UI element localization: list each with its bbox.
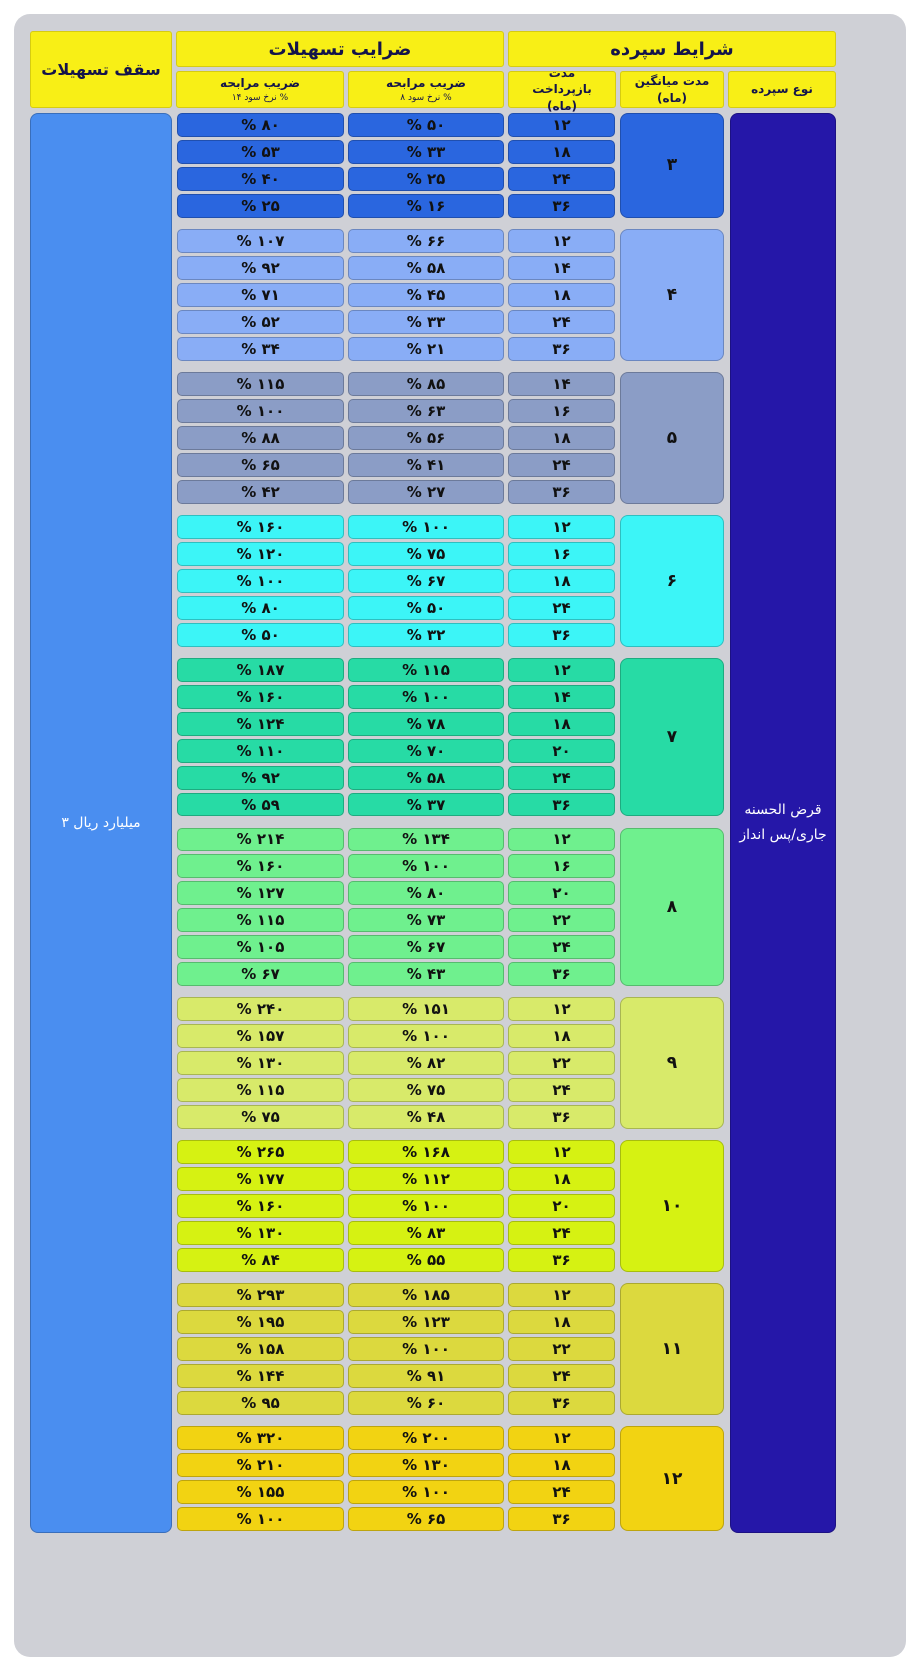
coef-8-cell: ۱۶۸ %	[348, 1140, 504, 1164]
coef-8-cell: ۴۱ %	[348, 453, 504, 477]
repay-period-cell: ۲۴	[508, 1364, 615, 1388]
repay-period-cell: ۲۴	[508, 1078, 615, 1102]
coef-14-cell: ۲۱۴ %	[177, 828, 344, 852]
coef-8-cell: ۵۸ %	[348, 256, 504, 280]
repay-period-cell: ۱۶	[508, 854, 615, 878]
coef-8-cell: ۷۵ %	[348, 1078, 504, 1102]
coef-8-cell: ۱۳۰ %	[348, 1453, 504, 1477]
coef-8-cell: ۵۰ %	[348, 596, 504, 620]
coef-14-cell: ۷۵ %	[177, 1105, 344, 1129]
repay-period-cell: ۲۰	[508, 739, 615, 763]
coef-8-cell: ۱۰۰ %	[348, 515, 504, 539]
coef-14-cell: ۱۳۰ %	[177, 1051, 344, 1075]
repay-period-cell: ۳۶	[508, 1507, 615, 1531]
coef-8-cell: ۴۵ %	[348, 283, 504, 307]
repay-period-cell: ۳۶	[508, 194, 615, 218]
repay-period-cell: ۲۲	[508, 908, 615, 932]
facility-cap-cell	[30, 113, 172, 1533]
coef-14-cell: ۶۵ %	[177, 453, 344, 477]
coef-14-cell: ۱۱۵ %	[177, 1078, 344, 1102]
header-deposit-type	[728, 71, 836, 108]
coef-14-cell: ۱۰۵ %	[177, 935, 344, 959]
header-coef-14	[176, 71, 344, 108]
coef-8-cell: ۶۳ %	[348, 399, 504, 423]
coef-8-cell: ۱۱۲ %	[348, 1167, 504, 1191]
coef-8-cell: ۵۵ %	[348, 1248, 504, 1272]
coef-8-cell: ۱۰۰ %	[348, 854, 504, 878]
coef-8-cell: ۵۶ %	[348, 426, 504, 450]
coef-8-cell: ۷۳ %	[348, 908, 504, 932]
coef-14-cell: ۶۷ %	[177, 962, 344, 986]
coef-14-cell: ۲۵ %	[177, 194, 344, 218]
repay-period-cell: ۱۸	[508, 283, 615, 307]
header-facility-cap: سقف تسهیلات	[30, 31, 172, 108]
coef-8-cell: ۱۰۰ %	[348, 1194, 504, 1218]
coef-14-cell: ۱۹۵ %	[177, 1310, 344, 1334]
repay-period-cell: ۲۴	[508, 766, 615, 790]
coef-8-cell: ۷۰ %	[348, 739, 504, 763]
coef-14-cell: ۱۵۷ %	[177, 1024, 344, 1048]
repay-period-cell: ۲۲	[508, 1337, 615, 1361]
coef-14-cell: ۱۳۰ %	[177, 1221, 344, 1245]
header-repay-period-label: مدت بازپرداخت (ماه)	[532, 66, 592, 113]
coef-8-cell: ۸۲ %	[348, 1051, 504, 1075]
coef-8-cell: ۵۰ %	[348, 113, 504, 137]
repay-period-cell: ۳۶	[508, 962, 615, 986]
coef-8-cell: ۱۳۴ %	[348, 828, 504, 852]
repay-period-cell: ۳۶	[508, 623, 615, 647]
repay-period-cell: ۲۰	[508, 881, 615, 905]
repay-period-cell: ۱۶	[508, 542, 615, 566]
repay-period-cell: ۱۲	[508, 1140, 615, 1164]
repay-period-cell: ۱۲	[508, 658, 615, 682]
coef-8-cell: ۳۳ %	[348, 140, 504, 164]
deposit-type-cell	[730, 113, 836, 1533]
repay-period-cell: ۲۴	[508, 310, 615, 334]
repay-period-cell: ۱۴	[508, 256, 615, 280]
coef-14-cell: ۷۱ %	[177, 283, 344, 307]
avg-period-cell: ۴	[620, 229, 724, 361]
header-coef-8	[348, 71, 504, 108]
coef-14-cell: ۸۸ %	[177, 426, 344, 450]
header-coef-8-rate: نرخ سود ۸ %	[400, 92, 452, 103]
coef-8-cell: ۱۸۵ %	[348, 1283, 504, 1307]
header-avg-period-label: مدت میانگین (ماه)	[634, 74, 710, 105]
coef-8-cell: ۲۵ %	[348, 167, 504, 191]
coef-8-cell: ۸۵ %	[348, 372, 504, 396]
coef-8-cell: ۱۰۰ %	[348, 1480, 504, 1504]
coef-14-cell: ۱۴۴ %	[177, 1364, 344, 1388]
repay-period-cell: ۱۸	[508, 569, 615, 593]
coef-14-cell: ۱۰۰ %	[177, 1507, 344, 1531]
coef-14-cell: ۹۲ %	[177, 766, 344, 790]
coef-14-cell: ۱۱۰ %	[177, 739, 344, 763]
coef-14-cell: ۹۲ %	[177, 256, 344, 280]
repay-period-cell: ۱۲	[508, 1426, 615, 1450]
coef-14-cell: ۱۲۷ %	[177, 881, 344, 905]
header-facility-coefficients: ضرایب تسهیلات	[176, 31, 504, 67]
coef-8-cell: ۹۱ %	[348, 1364, 504, 1388]
avg-period-cell: ۶	[620, 515, 724, 647]
repay-period-cell: ۱۸	[508, 712, 615, 736]
repay-period-cell: ۲۴	[508, 167, 615, 191]
facility-cap-value: ۳ میلیارد ریال	[61, 815, 141, 831]
repay-period-cell: ۲۴	[508, 1221, 615, 1245]
coef-8-cell: ۶۰ %	[348, 1391, 504, 1415]
coef-8-cell: ۱۶ %	[348, 194, 504, 218]
repay-period-cell: ۱۴	[508, 685, 615, 709]
repay-period-cell: ۳۶	[508, 1248, 615, 1272]
coef-14-cell: ۱۱۵ %	[177, 908, 344, 932]
repay-period-cell: ۱۲	[508, 515, 615, 539]
coef-14-cell: ۸۰ %	[177, 113, 344, 137]
coef-14-cell: ۵۹ %	[177, 793, 344, 817]
header-repay-period	[508, 66, 616, 113]
coef-14-cell: ۱۵۵ %	[177, 1480, 344, 1504]
coef-8-cell: ۶۷ %	[348, 935, 504, 959]
header-avg-period	[620, 71, 724, 108]
coef-8-cell: ۶۶ %	[348, 229, 504, 253]
coef-14-cell: ۱۲۴ %	[177, 712, 344, 736]
coef-8-cell: ۲۷ %	[348, 480, 504, 504]
coef-14-cell: ۱۰۰ %	[177, 569, 344, 593]
coef-14-cell: ۱۶۰ %	[177, 685, 344, 709]
coef-14-cell: ۱۰۷ %	[177, 229, 344, 253]
coef-8-cell: ۱۰۰ %	[348, 685, 504, 709]
avg-period-cell: ۷	[620, 658, 724, 817]
coef-8-cell: ۱۵۱ %	[348, 997, 504, 1021]
repay-period-cell: ۲۲	[508, 1051, 615, 1075]
coef-8-cell: ۶۵ %	[348, 1507, 504, 1531]
repay-period-cell: ۱۲	[508, 1283, 615, 1307]
avg-period-cell: ۹	[620, 997, 724, 1129]
coef-14-cell: ۳۴ %	[177, 337, 344, 361]
repay-period-cell: ۱۲	[508, 229, 615, 253]
repay-period-cell: ۱۲	[508, 828, 615, 852]
coef-14-cell: ۹۵ %	[177, 1391, 344, 1415]
coef-8-cell: ۸۳ %	[348, 1221, 504, 1245]
coef-14-cell: ۱۶۰ %	[177, 854, 344, 878]
coef-14-cell: ۲۴۰ %	[177, 997, 344, 1021]
repay-period-cell: ۳۶	[508, 1391, 615, 1415]
avg-period-cell: ۱۲	[620, 1426, 724, 1531]
coef-8-cell: ۳۷ %	[348, 793, 504, 817]
repay-period-cell: ۱۲	[508, 113, 615, 137]
coef-8-cell: ۴۳ %	[348, 962, 504, 986]
coef-8-cell: ۶۷ %	[348, 569, 504, 593]
repay-period-cell: ۳۶	[508, 337, 615, 361]
deposit-type-line1: قرض الحسنه	[744, 801, 822, 818]
coef-8-cell: ۱۱۵ %	[348, 658, 504, 682]
coef-14-cell: ۱۸۷ %	[177, 658, 344, 682]
repay-period-cell: ۱۸	[508, 426, 615, 450]
header-coef-8-title: ضریب مرابحه	[386, 76, 466, 91]
coef-8-cell: ۱۰۰ %	[348, 1337, 504, 1361]
repay-period-cell: ۲۴	[508, 596, 615, 620]
coef-14-cell: ۱۶۰ %	[177, 515, 344, 539]
avg-period-cell: ۱۰	[620, 1140, 724, 1272]
repay-period-cell: ۳۶	[508, 1105, 615, 1129]
coef-8-cell: ۳۳ %	[348, 310, 504, 334]
coef-8-cell: ۳۲ %	[348, 623, 504, 647]
coef-14-cell: ۳۲۰ %	[177, 1426, 344, 1450]
repay-period-cell: ۱۸	[508, 1024, 615, 1048]
repay-period-cell: ۲۴	[508, 453, 615, 477]
repay-period-cell: ۱۸	[508, 1167, 615, 1191]
coef-8-cell: ۴۸ %	[348, 1105, 504, 1129]
header-deposit-conditions: شرایط سپرده	[508, 31, 836, 67]
repay-period-cell: ۲۴	[508, 935, 615, 959]
deposit-type-line2: جاری/پس انداز	[739, 827, 827, 843]
avg-period-cell: ۸	[620, 828, 724, 987]
repay-period-cell: ۱۸	[508, 1310, 615, 1334]
coef-14-cell: ۸۰ %	[177, 596, 344, 620]
coef-14-cell: ۵۰ %	[177, 623, 344, 647]
coef-14-cell: ۲۱۰ %	[177, 1453, 344, 1477]
avg-period-cell: ۱۱	[620, 1283, 724, 1415]
coef-14-cell: ۲۹۳ %	[177, 1283, 344, 1307]
header-deposit-type-label: نوع سپرده	[751, 82, 813, 97]
repay-period-cell: ۱۶	[508, 399, 615, 423]
coef-8-cell: ۲۰۰ %	[348, 1426, 504, 1450]
repay-period-cell: ۱۸	[508, 1453, 615, 1477]
repay-period-cell: ۲۰	[508, 1194, 615, 1218]
repay-period-cell: ۳۶	[508, 480, 615, 504]
coef-14-cell: ۱۱۵ %	[177, 372, 344, 396]
coef-14-cell: ۱۶۰ %	[177, 1194, 344, 1218]
header-coef-14-rate: نرخ سود ۱۴ %	[231, 92, 289, 103]
coef-8-cell: ۷۸ %	[348, 712, 504, 736]
coef-14-cell: ۸۴ %	[177, 1248, 344, 1272]
coef-8-cell: ۸۰ %	[348, 881, 504, 905]
coef-14-cell: ۵۲ %	[177, 310, 344, 334]
coef-14-cell: ۴۲ %	[177, 480, 344, 504]
coef-14-cell: ۵۳ %	[177, 140, 344, 164]
coef-8-cell: ۱۰۰ %	[348, 1024, 504, 1048]
coef-8-cell: ۲۱ %	[348, 337, 504, 361]
header-coef-14-title: ضریب مرابحه	[220, 76, 300, 91]
coef-14-cell: ۲۶۵ %	[177, 1140, 344, 1164]
coef-14-cell: ۱۲۰ %	[177, 542, 344, 566]
repay-period-cell: ۱۴	[508, 372, 615, 396]
repay-period-cell: ۲۴	[508, 1480, 615, 1504]
coef-14-cell: ۱۷۷ %	[177, 1167, 344, 1191]
repay-period-cell: ۱۸	[508, 140, 615, 164]
repay-period-cell: ۱۲	[508, 997, 615, 1021]
coef-14-cell: ۱۵۸ %	[177, 1337, 344, 1361]
coef-8-cell: ۷۵ %	[348, 542, 504, 566]
coef-14-cell: ۱۰۰ %	[177, 399, 344, 423]
coef-14-cell: ۴۰ %	[177, 167, 344, 191]
coef-8-cell: ۵۸ %	[348, 766, 504, 790]
avg-period-cell: ۳	[620, 113, 724, 218]
coef-8-cell: ۱۲۳ %	[348, 1310, 504, 1334]
avg-period-cell: ۵	[620, 372, 724, 504]
repay-period-cell: ۳۶	[508, 793, 615, 817]
